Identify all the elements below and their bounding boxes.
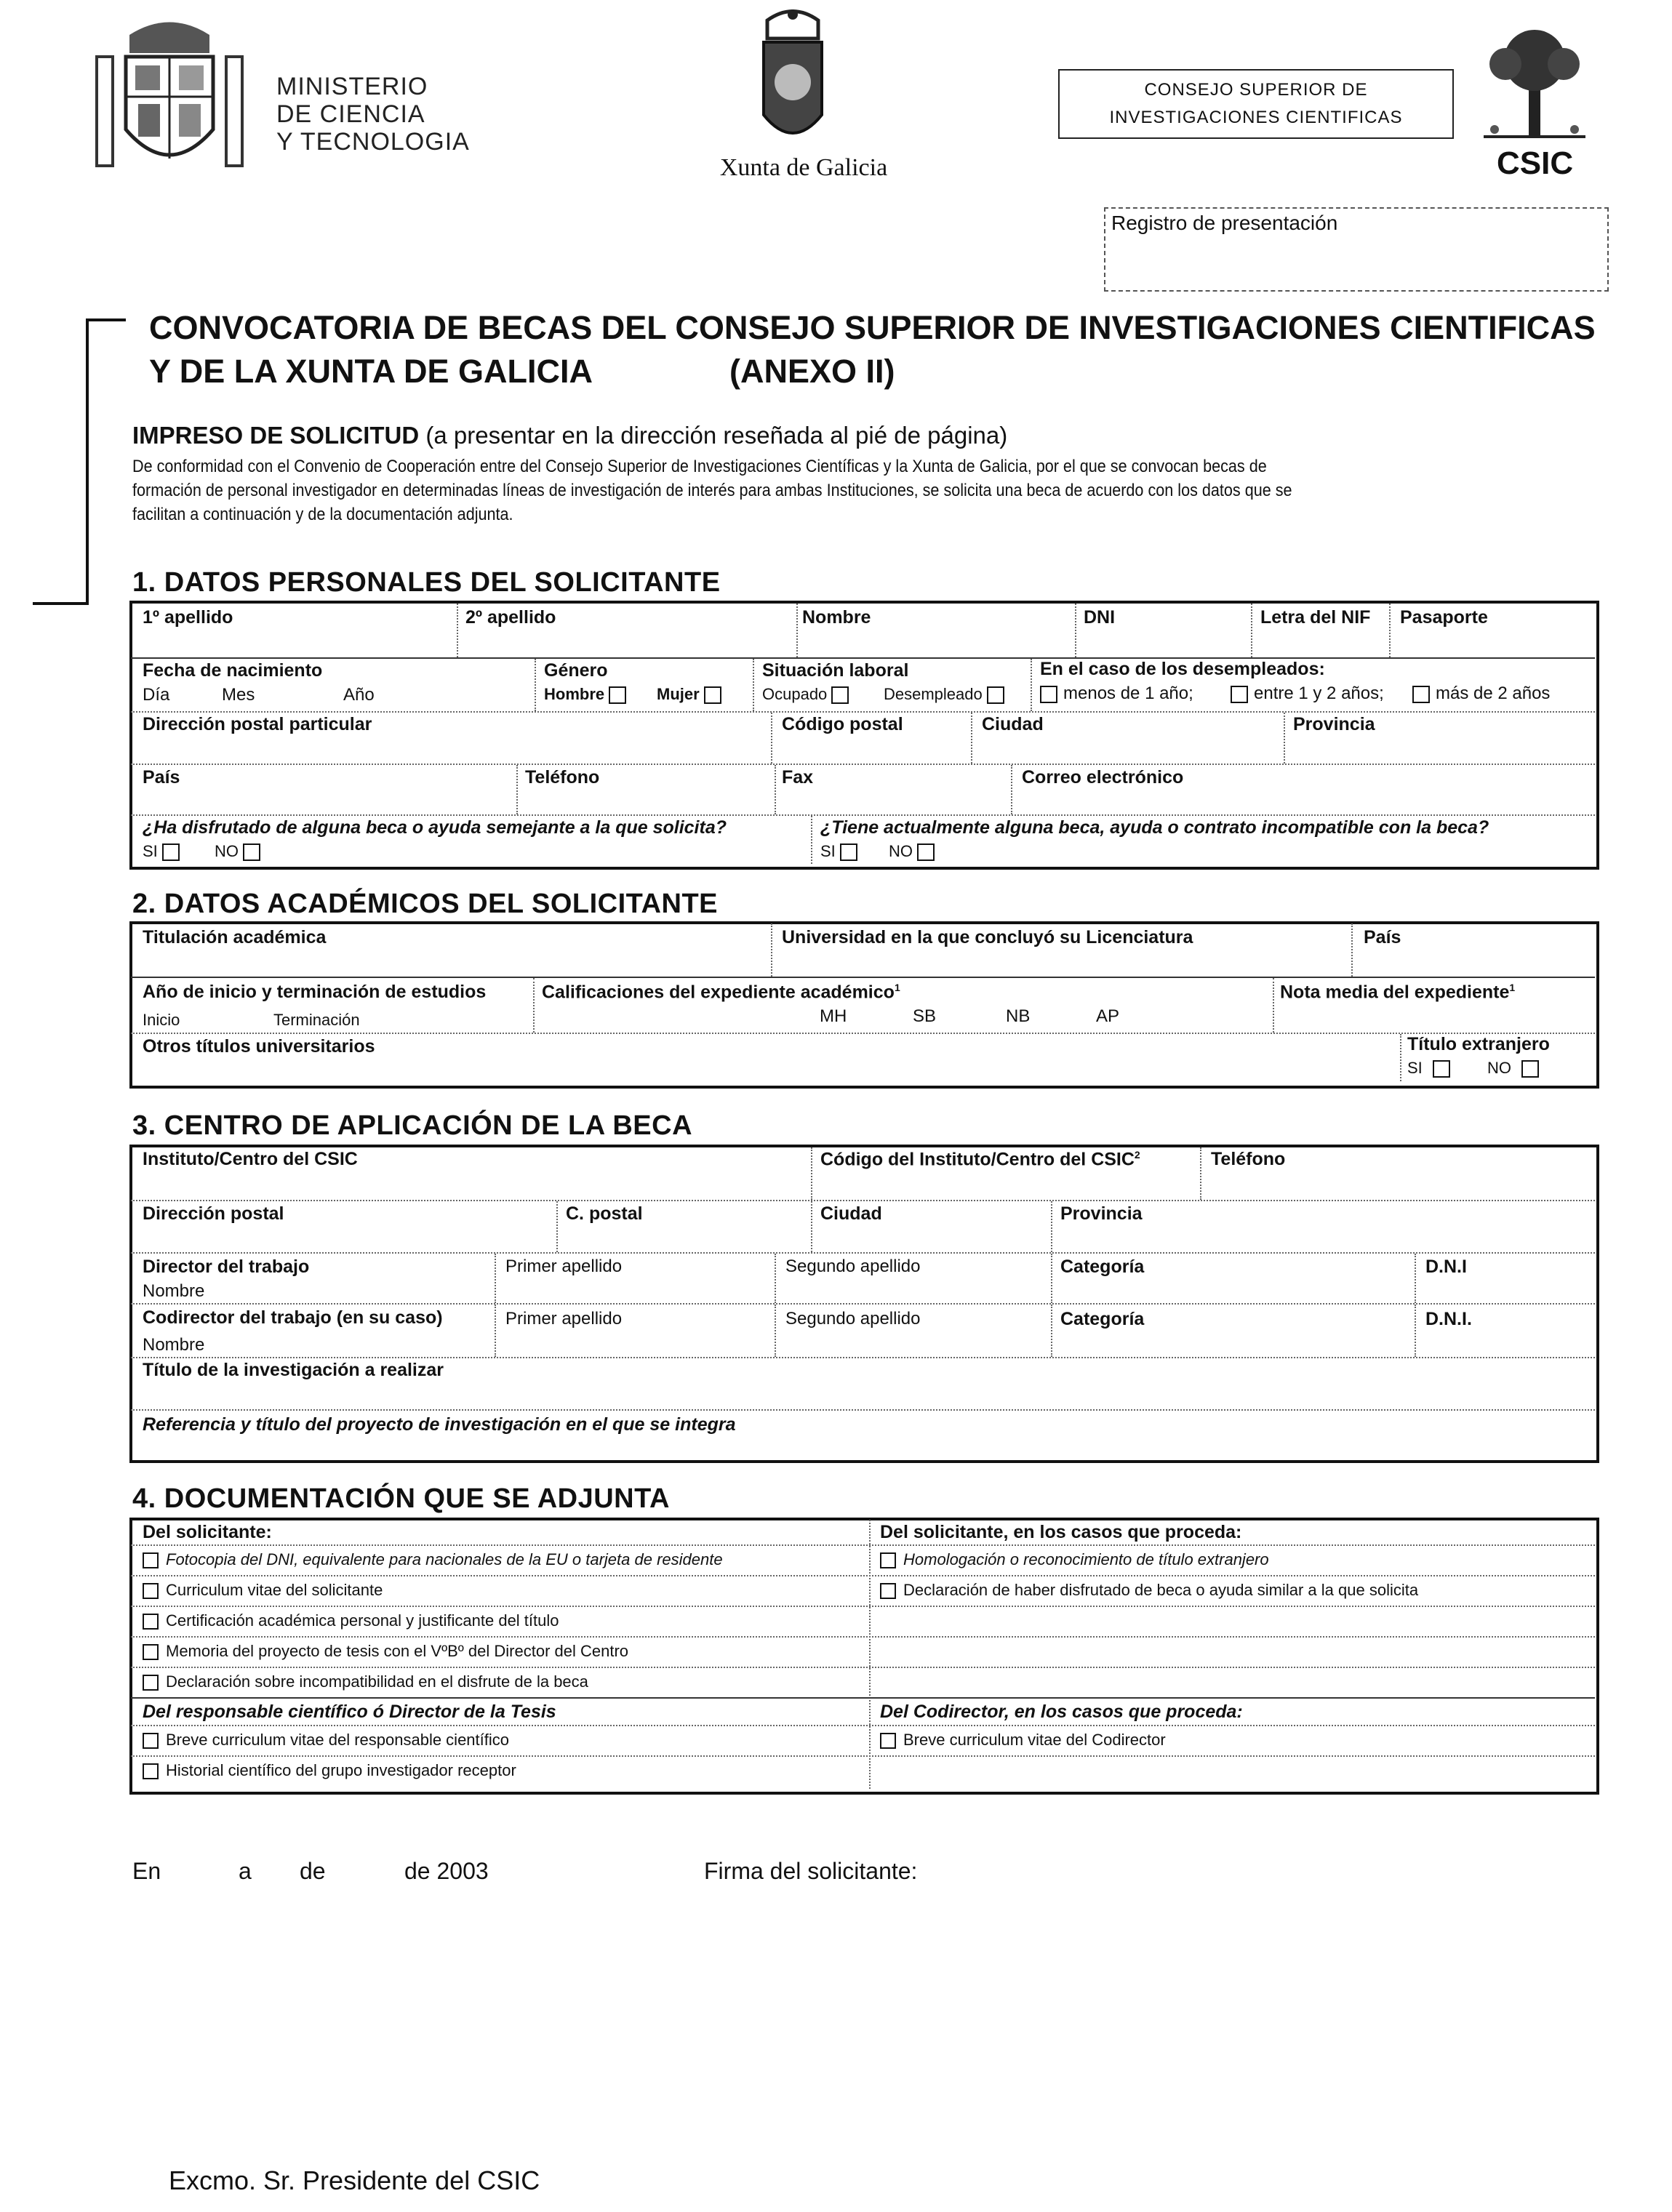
terminacion-field[interactable]: Terminación [273,1011,360,1029]
xunta-coat-of-arms-logo [749,6,836,151]
inicio-field[interactable]: Inicio [143,1011,180,1029]
spain-coat-of-arms-logo [86,13,253,180]
doc-checkbox-incompatibilidad[interactable] [143,1672,588,1691]
s3-col-divider [1415,1305,1416,1357]
correo-field[interactable]: Correo electrónico [1022,767,1184,788]
checkbox-box[interactable] [880,1583,896,1599]
dia-field[interactable]: Día [143,685,170,705]
mas2-label: más de 2 años [1436,684,1551,703]
impreso-body-line: formación de personal investigador en determinadas líneas de investigación de interés para ambas Instituciones, se solicita una beca de acuerdo con los datos que se [132,481,1292,500]
director-categoria-field[interactable]: Categoría [1060,1257,1145,1277]
s4-row-divider [131,1575,1595,1576]
provincia-field[interactable]: Provincia [1293,714,1375,734]
si-box[interactable] [1433,1060,1450,1078]
s2-row-divider [131,977,1595,978]
s1-col-divider [1075,604,1076,657]
calificaciones-text: Calificaciones del expediente académico [542,982,895,1003]
entre12-checkbox[interactable] [1231,684,1384,704]
s4-row-divider [131,1544,1595,1546]
si-label: SI [820,842,836,860]
s1-row-divider [131,764,1595,765]
s1-col-divider [771,713,772,764]
s3-col-divider [495,1305,496,1357]
s1-col-divider [1251,604,1252,657]
ministerio-name [276,73,470,156]
nota-media-field[interactable] [1280,982,1515,1003]
doc-checkbox-homologacion[interactable] [880,1550,1269,1569]
codirector-nombre-field[interactable]: Nombre [143,1335,205,1355]
desempleado-label: Desempleado [884,685,983,703]
s3-col-divider [1415,1254,1416,1303]
checkbox-box[interactable] [143,1614,159,1630]
ministerio-line: DE CIENCIA [276,100,425,128]
ciudad-field[interactable]: Ciudad [982,714,1044,734]
s1-row-divider [131,711,1595,713]
pasaporte-field[interactable]: Pasaporte [1400,607,1488,628]
si-box[interactable] [162,843,180,861]
s3-col-divider [811,1201,812,1252]
q-beca-label: ¿Ha disfrutado de alguna beca o ayuda semejante a la que solicita? [143,817,727,838]
q-beca-si-checkbox[interactable] [143,842,180,861]
director-segundo-apellido-field[interactable]: Segundo apellido [785,1257,921,1276]
impreso-heading-bold: IMPRESO DE SOLICITUD [132,422,420,449]
s1-col-divider [775,765,776,814]
doc-label: Breve curriculum vitae del responsable científico [166,1731,510,1749]
s1-col-divider [1011,765,1012,814]
s1-col-divider [457,604,458,657]
apellido2-field[interactable]: 2º apellido [465,607,556,628]
s4-row-divider [131,1606,1595,1607]
titulo-ext-si-checkbox[interactable] [1407,1059,1450,1078]
checkbox-box[interactable] [143,1583,159,1599]
referencia-proyecto-field[interactable]: Referencia y título del proyecto de investigación en el que se integra [143,1414,736,1435]
doc-label: Declaración sobre incompatibilidad en el disfrute de la beca [166,1672,588,1691]
pais-academico-field[interactable]: País [1364,927,1401,947]
doc-label: Certificación académica personal y justificante del título [166,1611,559,1630]
situacion-label: Situación laboral [762,660,909,681]
s3-row-divider [131,1357,1595,1358]
checkbox-box[interactable] [880,1733,896,1749]
doc-label: Breve curriculum vitae del Codirector [903,1731,1166,1749]
letra-nif-field[interactable]: Letra del NIF [1260,607,1371,628]
otros-titulos-field[interactable]: Otros títulos universitarios [143,1036,375,1057]
section-4-title: 4. DOCUMENTACIÓN QUE SE ADJUNTA [132,1483,670,1514]
menos1-checkbox[interactable] [1040,684,1193,704]
director-label: Director del trabajo [143,1257,310,1277]
menos1-label: menos de 1 año; [1063,684,1193,703]
direccion-centro-field[interactable]: Dirección postal [143,1203,284,1224]
fecha-a[interactable]: a [239,1858,252,1884]
s4-row-divider [131,1697,1595,1699]
footnote-1-marker: 1 [894,982,900,993]
doc-checkbox-certificacion[interactable] [143,1611,559,1630]
s1-col-divider [1389,604,1391,657]
s4-row-divider [131,1725,1595,1726]
ap-field[interactable]: AP [1096,1006,1120,1026]
lugar-en[interactable]: En [132,1858,161,1884]
impreso-body-line: facilitan a continuación y de la documentación adjunta. [132,505,513,524]
ocupado-checkbox[interactable] [762,685,849,704]
nombre-field[interactable]: Nombre [802,607,871,628]
s1-row-divider [131,657,1595,659]
menos1-box[interactable] [1040,686,1057,703]
mujer-label: Mujer [657,685,700,703]
doc-label: Declaración de haber disfrutado de beca o ayuda similar a la que solicita [903,1581,1419,1599]
registro-box[interactable] [1104,207,1609,292]
pais-field[interactable]: País [143,767,180,788]
nota-media-text: Nota media del expediente [1280,982,1510,1003]
anexo-label: (ANEXO II) [729,353,895,390]
codigo-instituto-text: Código del Instituto/Centro del CSIC [820,1149,1135,1170]
titulo-extranjero-label: Título extranjero [1407,1034,1550,1054]
checkbox-box[interactable] [880,1552,896,1568]
q-incompatible-no-checkbox[interactable] [889,842,935,861]
doc-label: Fotocopia del DNI, equivalente para nacionales de la EU o tarjeta de residente [166,1550,723,1568]
s3-row-divider [131,1409,1595,1411]
codirector-primer-apellido-field[interactable]: Primer apellido [505,1309,623,1329]
desempleado-box[interactable] [987,686,1004,704]
ministerio-line: MINISTERIO [276,73,428,100]
consejo-line: CONSEJO SUPERIOR DE [1144,80,1368,100]
director-nombre-field[interactable]: Nombre [143,1281,205,1301]
checkbox-box[interactable] [143,1644,159,1660]
hombre-checkbox[interactable] [544,685,626,704]
hombre-label: Hombre [544,685,605,703]
responsable-heading: Del responsable científico ó Director de la Tesis [143,1702,556,1722]
provincia-centro-field[interactable]: Provincia [1060,1203,1143,1224]
section-2-title: 2. DATOS ACADÉMICOS DEL SOLICITANTE [132,889,718,919]
s3-col-divider [1051,1254,1052,1303]
fecha-de[interactable]: de [300,1858,326,1884]
no-box[interactable] [1521,1060,1539,1078]
universidad-field[interactable]: Universidad en la que concluyó su Licenciatura [782,927,1193,947]
s3-col-divider [811,1147,812,1200]
doc-label: Memoria del proyecto de tesis con el VºBº del Director del Centro [166,1642,629,1660]
si-label: SI [1407,1059,1423,1077]
footnote-1-marker: 1 [1509,982,1516,993]
doc-label: Curriculum vitae del solicitante [166,1581,383,1599]
bracket-bottom [33,602,89,605]
doc-checkbox-cv-responsable[interactable] [143,1731,509,1750]
codirector-segundo-apellido-field[interactable]: Segundo apellido [785,1309,921,1329]
codigo-postal-field[interactable]: Código postal [782,714,903,734]
del-solicitante-heading: Del solicitante: [143,1522,272,1542]
titulo-investigacion-field[interactable]: Título de la investigación a realizar [143,1360,444,1380]
entre12-label: entre 1 y 2 años; [1254,684,1384,703]
s1-col-divider [796,604,798,657]
si-box[interactable] [840,843,857,861]
impreso-body [132,454,1292,526]
no-box[interactable] [917,843,935,861]
bracket-top [86,318,126,321]
s3-col-divider [556,1201,558,1252]
checkbox-box[interactable] [143,1552,159,1568]
del-solicitante-proc-heading: Del solicitante, en los casos que proceda: [880,1522,1242,1542]
s2-col-divider [1400,1034,1401,1081]
director-primer-apellido-field[interactable]: Primer apellido [505,1257,623,1276]
codirector-categoria-field[interactable]: Categoría [1060,1309,1145,1329]
dni-field[interactable]: DNI [1084,607,1116,628]
s4-row-divider [131,1636,1595,1638]
fecha-anio[interactable]: de 2003 [404,1858,489,1884]
destinatario: Excmo. Sr. Presidente del CSIC [169,2165,540,2195]
s4-row-divider [131,1755,1595,1757]
s1-col-divider [753,659,754,711]
telefono-centro-field[interactable]: Teléfono [1211,1149,1286,1169]
s4-col-divider [869,1520,871,1789]
mas2-box[interactable] [1412,686,1430,703]
anio-field[interactable]: Año [343,685,375,705]
mas2-checkbox[interactable] [1412,684,1550,704]
mes-field[interactable]: Mes [222,685,255,705]
firma-solicitante[interactable]: Firma del solicitante: [704,1858,918,1884]
telefono-field[interactable]: Teléfono [525,767,600,788]
no-label: NO [215,842,239,860]
s1-col-divider [811,816,812,864]
titulo-ext-no-checkbox[interactable] [1487,1059,1539,1078]
impreso-body-line: De conformidad con el Convenio de Cooperación entre del Consejo Superior de Investigaciones Científicas y la Xunta de Galicia, por el que se convocan becas de [132,457,1267,476]
section-3-title: 3. CENTRO DE APLICACIÓN DE LA BECA [132,1110,693,1141]
s1-col-divider [535,659,536,711]
doc-label: Homologación o reconocimiento de título extranjero [903,1550,1269,1568]
ciudad-centro-field[interactable]: Ciudad [820,1203,882,1224]
bracket-side [86,318,89,602]
s3-col-divider [495,1254,496,1303]
calificaciones-label [542,982,900,1003]
ocupado-label: Ocupado [762,685,828,703]
codirector-label: Codirector del trabajo (en su caso) [143,1307,443,1328]
doc-checkbox-historial[interactable] [143,1761,516,1780]
doc-checkbox-cv-codirector[interactable] [880,1731,1166,1750]
s3-col-divider [1051,1305,1052,1357]
s3-row-divider [131,1303,1595,1305]
cpostal-centro-field[interactable]: C. postal [566,1203,643,1224]
codirector-dni-field[interactable]: D.N.I. [1425,1309,1472,1329]
checkbox-box[interactable] [143,1763,159,1779]
checkbox-box[interactable] [143,1675,159,1691]
s1-col-divider [516,765,518,814]
no-box[interactable] [243,843,260,861]
director-dni-field[interactable]: D.N.I [1425,1257,1467,1277]
genero-label: Género [544,660,608,681]
s3-row-divider [131,1252,1595,1254]
page-title: CONVOCATORIA DE BECAS DEL CONSEJO SUPERIOR DE INVESTIGACIONES CIENTIFICAS [149,309,1596,346]
nb-field[interactable]: NB [1006,1006,1031,1026]
doc-label: Historial científico del grupo investigador receptor [166,1761,516,1779]
s2-col-divider [771,923,772,977]
desempleados-label: En el caso de los desempleados: [1040,659,1325,679]
doc-checkbox-dni[interactable] [143,1550,723,1569]
sb-field[interactable]: SB [913,1006,937,1026]
s2-row-divider [131,1033,1595,1034]
anio-estudios-label: Año de inicio y terminación de estudios [143,982,487,1002]
doc-checkbox-cv[interactable] [143,1581,383,1600]
ministerio-line: Y TECNOLOGIA [276,128,470,156]
no-label: NO [1487,1059,1511,1077]
q-beca-no-checkbox[interactable] [215,842,260,861]
section-1-title: 1. DATOS PERSONALES DEL SOLICITANTE [132,567,721,598]
impreso-heading [132,422,1007,449]
fax-field[interactable]: Fax [782,767,814,788]
xunta-name: Xunta de Galicia [719,154,888,181]
footnote-2-marker: 2 [1134,1149,1140,1161]
s3-col-divider [775,1254,776,1303]
consejo-line: INVESTIGACIONES CIENTIFICAS [1109,108,1403,127]
no-label: NO [889,842,913,860]
titulacion-field[interactable]: Titulación académica [143,927,327,947]
s1-col-divider [971,713,972,764]
s1-row-divider [131,814,1595,816]
s2-col-divider [1273,978,1274,1033]
s3-row-divider [131,1200,1595,1201]
page-title-line2: Y DE LA XUNTA DE GALICIA [149,353,593,390]
doc-checkbox-declaracion-beca[interactable] [880,1581,1418,1600]
hombre-box[interactable] [609,686,626,704]
registro-label: Registro de presentación [1111,212,1338,234]
instituto-field[interactable]: Instituto/Centro del CSIC [143,1149,358,1169]
s2-col-divider [533,978,535,1033]
ocupado-box[interactable] [831,686,849,704]
mujer-checkbox[interactable] [657,685,721,704]
s3-col-divider [1200,1147,1201,1200]
s3-col-divider [1051,1201,1052,1252]
s1-col-divider [1031,659,1032,711]
impreso-heading-rest: (a presentar en la dirección reseñada al pié de página) [419,422,1008,449]
codigo-instituto-field[interactable] [820,1149,1140,1170]
q-incompatible-label: ¿Tiene actualmente alguna beca, ayuda o contrato incompatible con la beca? [820,817,1489,838]
mujer-box[interactable] [704,686,721,704]
apellido1-field[interactable]: 1º apellido [143,607,233,628]
mh-field[interactable]: MH [820,1006,847,1026]
csic-name: CSIC [1497,145,1574,181]
si-label: SI [143,842,158,860]
direccion-field[interactable]: Dirección postal particular [143,714,372,734]
s1-col-divider [1284,713,1285,764]
checkbox-box[interactable] [143,1733,159,1749]
csic-tree-logo [1476,20,1593,144]
doc-checkbox-memoria[interactable] [143,1642,628,1661]
fecha-nacimiento-label: Fecha de nacimiento [143,660,323,681]
s2-col-divider [1351,923,1353,977]
desempleado-checkbox[interactable] [884,685,1004,704]
s3-col-divider [775,1305,776,1357]
s4-row-divider [131,1667,1595,1668]
entre12-box[interactable] [1231,686,1248,703]
consejo-box [1058,69,1454,139]
codirector-heading: Del Codirector, en los casos que proceda: [880,1702,1243,1722]
q-incompatible-si-checkbox[interactable] [820,842,857,861]
